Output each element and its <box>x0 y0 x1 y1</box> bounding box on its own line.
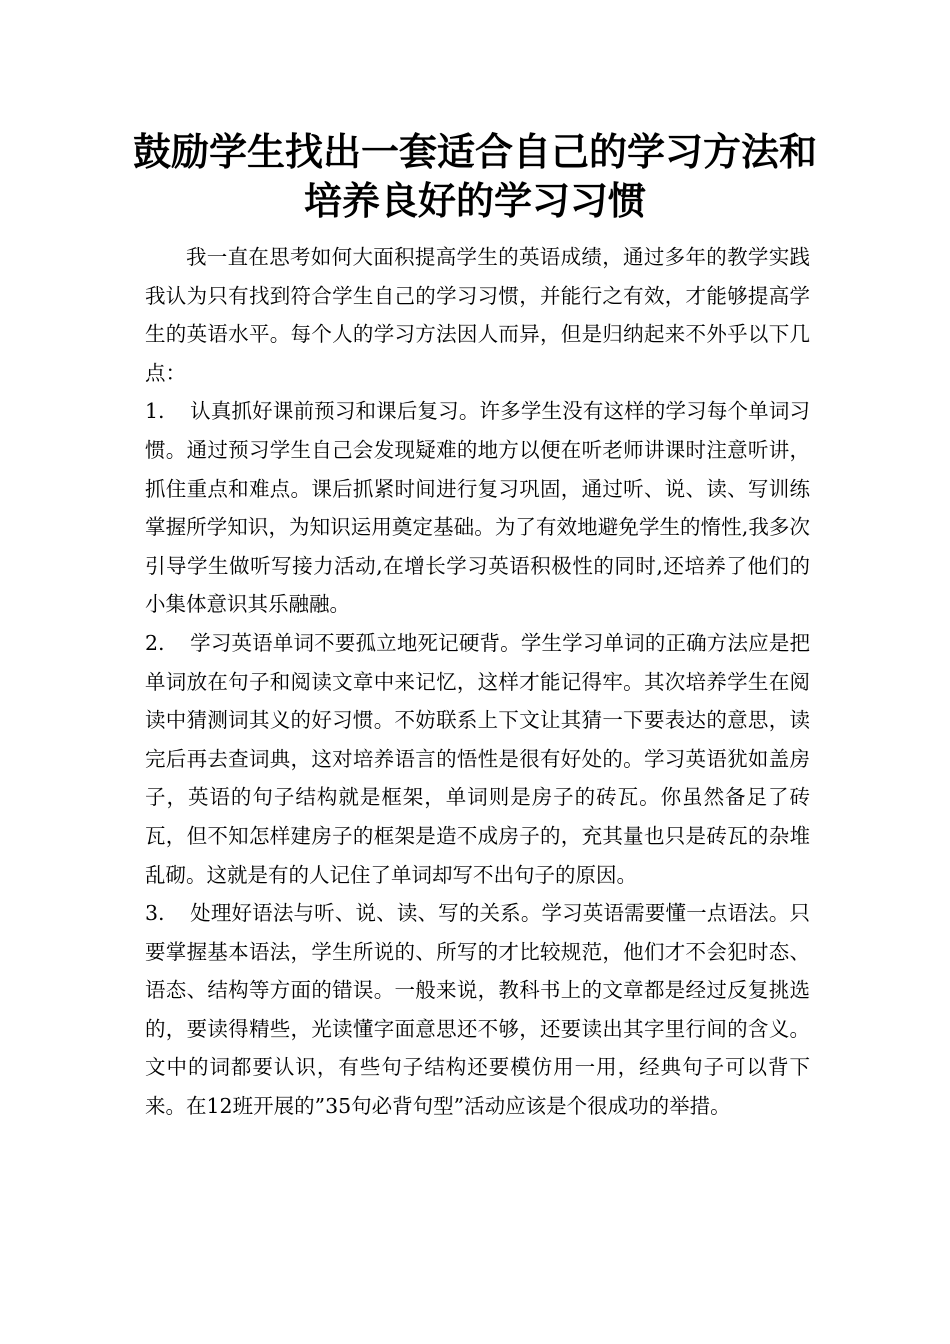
list-item-text: 处理好语法与听、说、读、写的关系。学习英语需要懂一点语法。只要掌握基本语法，学生所说的、所写的才比较规范，他们才不会犯时态、语态、结构等方面的错误。一般来说，教科书上的文章都是经过反复挑选的，要读得精些，光读懂字面意思还不够，还要读出其字里行间的含义。文中的词都要认识，有些句子结构还要模仿用一用，经典句子可以背下来。在12班开展的”35句必背句型”活动应该是个很成功的举措。 <box>145 901 810 1119</box>
list-item-text: 学习英语单词不要孤立地死记硬背。学生学习单词的正确方法应是把单词放在句子和阅读文章中来记忆，这样才能记得牢。其次培养学生在阅读中猜测词其义的好习惯。不妨联系上下文让其猜一下要表达的意思，读完后再去查词典，这对培养语言的悟性是很有好处的。学习英语犹如盖房子，英语的句子结构就是框架，单词则是房子的砖瓦。你虽然备足了砖瓦，但不知怎样建房子的框架是造不成房子的，充其量也只是砖瓦的杂堆乱砌。这就是有的人记住了单词却写不出句子的原因。 <box>145 630 810 887</box>
list-item-text: 认真抓好课前预习和课后复习。许多学生没有这样的学习每个单词习惯。通过预习学生自己会发现疑难的地方以便在听老师讲课时注意听讲，抓住重点和难点。课后抓紧时间进行复习巩固，通过听、说、读、写训练掌握所学知识，为知识运用奠定基础。为了有效地避免学生的惰性,我多次引导学生做听写接力活动,在增长学习英语积极性的同时,还培养了他们的小集体意识其乐融融。 <box>145 399 810 617</box>
list-item-3 <box>145 894 810 1126</box>
list-item-number: 1. <box>145 399 165 424</box>
document-title-line-2: 培养良好的学习习惯 <box>303 178 646 223</box>
list-item-number: 3. <box>145 901 165 926</box>
list-item-1 <box>145 392 810 624</box>
list-item-2 <box>145 624 810 894</box>
list-item-number: 2. <box>145 630 165 655</box>
document-body <box>145 238 810 1126</box>
document-title-line-1: 鼓励学生找出一套适合自己的学习方法和 <box>132 129 817 174</box>
intro-paragraph: 我一直在思考如何大面积提高学生的英语成绩，通过多年的教学实践我认为只有找到符合学生自己的学习习惯，并能行之有效，才能够提高学生的英语水平。每个人的学习方法因人而异，但是归纳起来不外乎以下几点： <box>145 245 810 385</box>
